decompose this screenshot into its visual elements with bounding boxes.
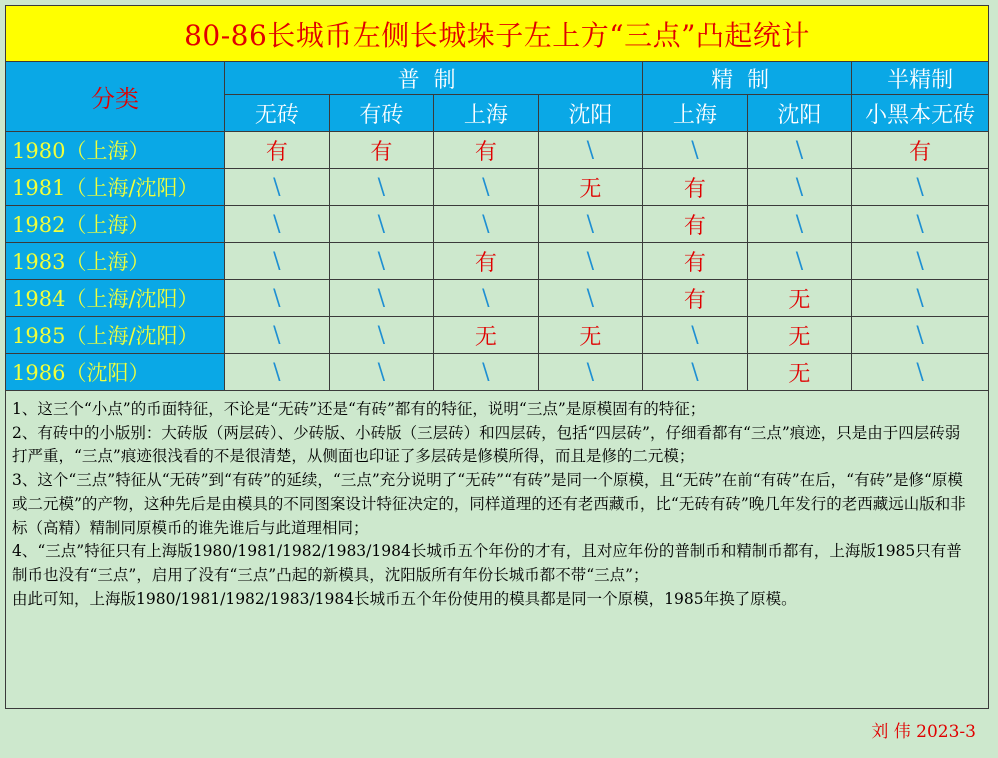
row-label: 1980（上海） <box>6 132 225 169</box>
table-cell: \ <box>538 354 643 391</box>
row-label: 1983（上海） <box>6 243 225 280</box>
table-cell: \ <box>538 206 643 243</box>
table-cell: \ <box>643 317 748 354</box>
table-cell: 有 <box>643 280 748 317</box>
statistics-table <box>5 5 989 709</box>
table-cell: 有 <box>225 132 330 169</box>
table-cell: 有 <box>643 169 748 206</box>
table-cell: \ <box>852 317 989 354</box>
note-paragraph: 4、“三点”特征只有上海版1980/1981/1982/1983/1984长城币五个年份的才有，且对应年份的普制币和精制币都有，上海版1985只有普制币也没有“三点”，启用了没有“三点”凸起的新模具，沈阳版所有年份长城币都不带“三点”； <box>12 542 962 584</box>
table-cell: \ <box>329 280 434 317</box>
table-row <box>6 317 989 354</box>
note-paragraph: 3、这个“三点”特征从“无砖”到“有砖”的延续，“三点”充分说明了“无砖”“有砖”是同一个原模，且“无砖”在前“有砖”在后，“有砖”是修“原模或二元模”的产物，这种先后是由模具的不同图案设计特征决定的，同样道理的还有老西藏币，比“无砖有砖”晚几年发行的老西藏远山版和非标（高精）精制同原模币的谁先谁后与此道理相同； <box>12 471 966 537</box>
table-cell: \ <box>852 354 989 391</box>
table-cell: \ <box>538 280 643 317</box>
sub-header: 小黑本无砖 <box>852 95 989 132</box>
table-cell: 无 <box>434 317 539 354</box>
table-cell: 有 <box>852 132 989 169</box>
table-cell: \ <box>329 317 434 354</box>
note-paragraph: 2、有砖中的小版别：大砖版（两层砖）、少砖版、小砖版（三层砖）和四层砖，包括“四层砖”，仔细看都有“三点”痕迹，只是由于四层砖弱打严重，“三点”痕迹很浅看的不是很清楚，从侧面也印证了多层砖是修模所得，而且是修的二元模； <box>12 423 961 466</box>
table-cell: \ <box>747 243 852 280</box>
table-cell: \ <box>643 354 748 391</box>
table-cell: 无 <box>747 317 852 354</box>
table-cell: \ <box>538 243 643 280</box>
table-row <box>6 206 989 243</box>
row-label: 1984（上海/沈阳） <box>6 280 225 317</box>
group-header-semi-proof: 半精制 <box>852 62 989 95</box>
category-header: 分类 <box>6 62 225 132</box>
table-cell: 有 <box>643 206 748 243</box>
group-header-proof: 精制 <box>643 62 852 95</box>
row-label: 1986（沈阳） <box>6 354 225 391</box>
note-paragraph: 1、这三个“小点”的币面特征，不论是“无砖”还是“有砖”都有的特征，说明“三点”是原模固有的特征； <box>12 400 706 418</box>
table-cell: 无 <box>747 280 852 317</box>
table-cell: \ <box>434 280 539 317</box>
table-cell: \ <box>747 132 852 169</box>
table-cell: \ <box>225 317 330 354</box>
group-header-normal: 普制 <box>225 62 643 95</box>
row-label: 1981（上海/沈阳） <box>6 169 225 206</box>
table-row <box>6 132 989 169</box>
table-cell: \ <box>538 132 643 169</box>
table-cell: \ <box>434 169 539 206</box>
table-cell: \ <box>225 243 330 280</box>
table-cell: \ <box>747 206 852 243</box>
table-cell: 无 <box>538 317 643 354</box>
table-cell: 有 <box>434 243 539 280</box>
sub-header: 有砖 <box>329 95 434 132</box>
table-cell: \ <box>329 243 434 280</box>
table-cell: \ <box>225 354 330 391</box>
sub-header: 无砖 <box>225 95 330 132</box>
table-cell: \ <box>329 354 434 391</box>
table-cell: \ <box>747 169 852 206</box>
note-paragraph: 由此可知，上海版1980/1981/1982/1983/1984长城币五个年份使用的模具都是同一个原模，1985年换了原模。 <box>12 589 797 608</box>
table-cell: \ <box>329 169 434 206</box>
sub-header: 上海 <box>434 95 539 132</box>
table-cell: 无 <box>538 169 643 206</box>
table-cell: 无 <box>747 354 852 391</box>
table-cell: \ <box>434 354 539 391</box>
table-cell: \ <box>225 169 330 206</box>
sub-header: 沈阳 <box>747 95 852 132</box>
row-label: 1985（上海/沈阳） <box>6 317 225 354</box>
table-cell: \ <box>434 206 539 243</box>
table-cell: \ <box>852 169 989 206</box>
table-cell: 有 <box>329 132 434 169</box>
table-cell: \ <box>852 243 989 280</box>
notes-section <box>6 391 989 709</box>
sub-header: 沈阳 <box>538 95 643 132</box>
table-cell: \ <box>643 132 748 169</box>
author-date: 刘 伟 2023-3 <box>871 722 976 742</box>
table-cell: \ <box>852 206 989 243</box>
table-cell: 有 <box>643 243 748 280</box>
table-row <box>6 354 989 391</box>
table-row <box>6 280 989 317</box>
table-title: 80-86长城币左侧长城垛子左上方“三点”凸起统计 <box>6 6 989 62</box>
table-cell: \ <box>852 280 989 317</box>
sub-header: 上海 <box>643 95 748 132</box>
table-cell: \ <box>225 280 330 317</box>
row-label: 1982（上海） <box>6 206 225 243</box>
table-cell: \ <box>225 206 330 243</box>
table-row <box>6 243 989 280</box>
table-row <box>6 169 989 206</box>
table-cell: 有 <box>434 132 539 169</box>
table-cell: \ <box>329 206 434 243</box>
